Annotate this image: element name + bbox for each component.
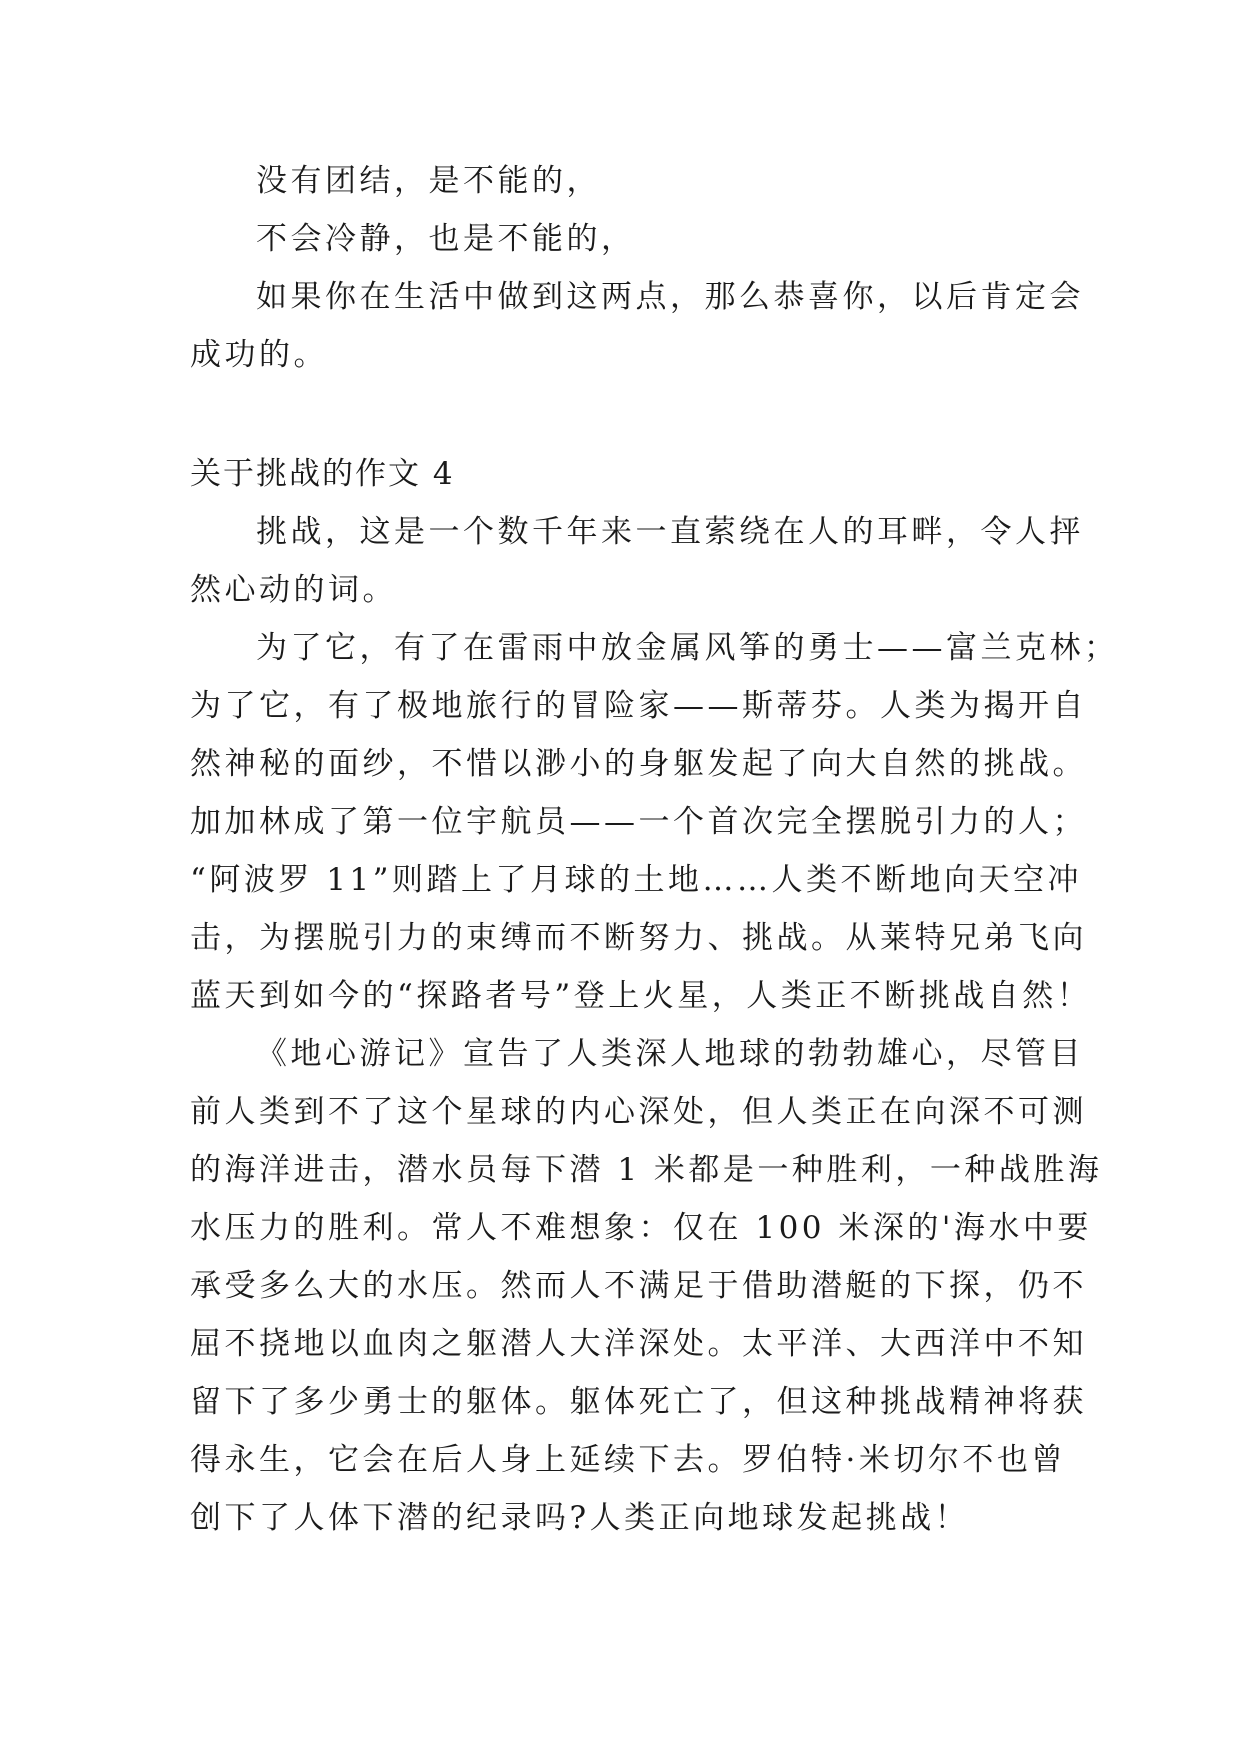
text-line: 挑战，这是一个数千年来一直萦绕在人的耳畔，令人抨	[256, 514, 1084, 550]
intro-paragraphs	[190, 152, 1084, 384]
text-line: “阿波罗 11”则踏上了月球的土地……人类不断地向天空冲	[190, 862, 1082, 898]
text-line: 不会冷静，也是不能的，	[256, 221, 636, 257]
text-line: 然心动的词。	[190, 572, 397, 608]
text-line: 承受多么大的水压。然而人不满足于借助潜艇的下探，仍不	[190, 1268, 1087, 1304]
text-line: 屈不挠地以血肉之躯潜人大洋深处。太平洋、大西洋中不知	[190, 1326, 1087, 1362]
text-line: 《地心游记》宣告了人类深人地球的勃勃雄心，尽管目	[256, 1036, 1084, 1072]
text-line: 没有团结，是不能的，	[256, 163, 601, 199]
text-line: 如果你在生活中做到这两点，那么恭喜你，以后肯定会	[256, 279, 1084, 315]
text-line: 创下了人体下潜的纪录吗?人类正向地球发起挑战！	[190, 1500, 970, 1536]
text-line: 留下了多少勇士的躯体。躯体死亡了，但这种挑战精神将获	[190, 1384, 1087, 1420]
section-heading: 关于挑战的作文 4	[190, 456, 455, 492]
section-body	[190, 503, 1119, 1547]
text-line: 水压力的胜利。常人不难想象：仅在 100 米深的'海水中要	[190, 1210, 1092, 1246]
text-line: 蓝天到如今的“探路者号”登上火星，人类正不断挑战自然！	[190, 978, 1092, 1014]
text-line: 击，为摆脱引力的束缚而不断努力、挑战。从莱特兄弟飞向	[190, 920, 1087, 956]
text-line: 为了它，有了极地旅行的冒险家——斯蒂芬。人类为揭开自	[190, 688, 1087, 724]
text-line: 成功的。	[190, 337, 328, 373]
text-line: 加加林成了第一位宇航员——一个首次完全摆脱引力的人；	[190, 804, 1087, 840]
text-line: 前人类到不了这个星球的内心深处，但人类正在向深不可测	[190, 1094, 1087, 1130]
text-line: 的海洋进击，潜水员每下潜 1 米都是一种胜利，一种战胜海	[190, 1152, 1103, 1188]
text-line: 为了它，有了在雷雨中放金属风筝的勇士——富兰克林；	[256, 630, 1119, 666]
text-line: 然神秘的面纱，不惜以渺小的身躯发起了向大自然的挑战。	[190, 746, 1087, 782]
text-line: 得永生，它会在后人身上延续下去。罗伯特·米切尔不也曾	[190, 1442, 1066, 1478]
